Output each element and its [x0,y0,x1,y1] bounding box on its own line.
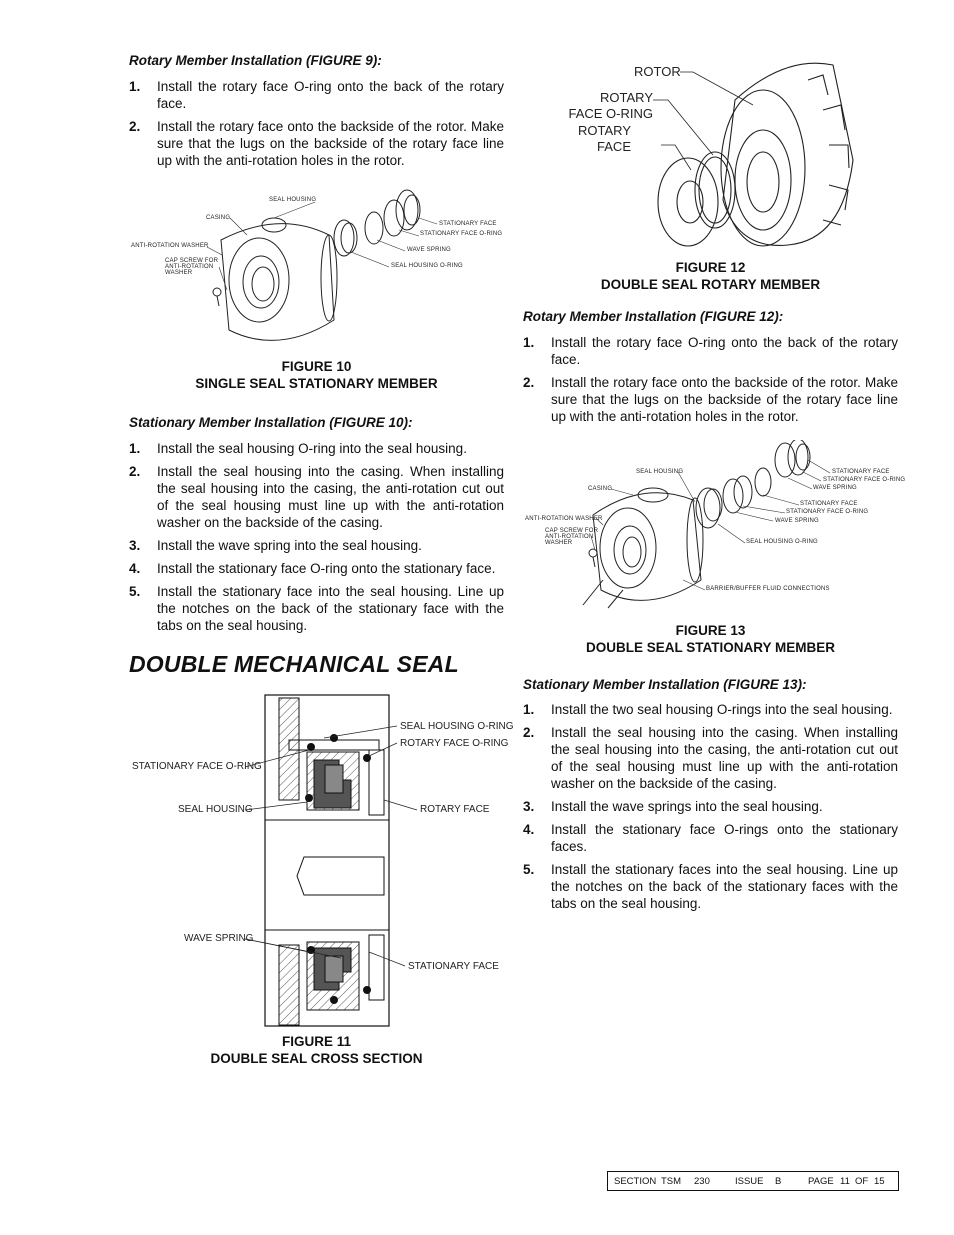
step: 4. Install the stationary face O-rings onto the stationary faces. [523,822,898,854]
fig12-label-rotary-face-oring: ROTARY FACE O-RING [568,90,653,121]
step: 2. Install the rotary face onto the backside of the rotor. Make sure that the lugs on the backside of the rotary face line up with the anti-rotation holes in the rotor. [523,375,898,424]
step: 3. Install the wave spring into the seal housing. [129,538,422,553]
fig13-label-cap-screw: CAP SCREW FOR [545,528,599,534]
figure-10-caption: FIGURE 10 SINGLE SEAL STATIONARY MEMBER [195,359,438,391]
rotary-member-steps-fig12 [523,334,898,431]
fig13-label-anti-rotation-washer: ANTI-ROTATION WASHER [525,516,603,522]
figure-12-drawing [523,50,898,255]
fig11-label-rotary-face-oring: ROTARY FACE O-RING [400,738,509,749]
figure-13-drawing [523,440,906,610]
footer-section-label: SECTION [614,1176,657,1187]
figure-10-drawing [129,180,509,350]
fig10-label-seal-housing-oring: SEAL HOUSING O-RING [391,263,463,269]
fig10-label-wave-spring: WAVE SPRING [407,247,451,253]
fig13-label-seal-housing-oring: SEAL HOUSING O-RING [746,539,818,545]
stationary-member-heading-fig10: Stationary Member Installation (FIGURE 10): [129,415,413,430]
figure-11-caption: FIGURE 11 DOUBLE SEAL CROSS SECTION [210,1034,423,1066]
footer-issue-value: B [775,1176,782,1187]
fig11-label-stationary-face-oring: STATIONARY FACE O-RING [132,761,262,772]
fig10-label-seal-housing: SEAL HOUSING [269,197,317,203]
fig10-label-stationary-face-oring: STATIONARY FACE O-RING [420,231,503,237]
step: 4. Install the stationary face O-ring onto the stationary face. [129,561,496,576]
figure-11-drawing [129,690,514,1030]
fig12-label-rotary-face: ROTARY FACE [578,123,631,154]
fig13-label-seal-housing: SEAL HOUSING [636,469,684,475]
footer-page-label: PAGE [808,1176,834,1187]
fig10-label-stationary-face: STATIONARY FACE [439,221,497,227]
step: 2. Install the seal housing into the casing. When installing the seal housing into the casing, the anti-rotation cut out of the seal housing must line up with the anti-rotation washer on the backside of the casing. [129,464,504,530]
footer-of-label: OF [855,1176,869,1187]
fig13-label-cap-screw: WASHER [545,540,573,546]
fig13-label-stationary-face-oring-b: STATIONARY FACE O-RING [786,509,869,515]
step: 1. Install the two seal housing O-rings into the seal housing. [523,702,893,717]
footer-page-total: 15 [874,1176,885,1187]
page-footer-box [607,1171,899,1191]
fig13-label-stationary-face-oring-a: STATIONARY FACE O-RING [823,477,906,483]
fig13-label-casing: CASING [588,486,613,492]
footer-issue-label: ISSUE [735,1176,764,1187]
step: 1. Install the rotary face O-ring onto the back of the rotary face. [523,335,898,367]
stationary-member-steps-fig10 [129,440,504,640]
figure-13-caption: FIGURE 13 DOUBLE SEAL STATIONARY MEMBER [585,623,835,655]
fig13-label-wave-spring-b: WAVE SPRING [775,518,819,524]
step: 3. Install the wave springs into the seal housing. [523,799,823,814]
fig11-label-seal-housing: SEAL HOUSING [178,804,253,815]
step: 2. Install the rotary face onto the backside of the rotor. Make sure that the lugs on the backside of the rotary face line up with the anti-rotation holes in the rotor. [129,119,504,168]
rotary-member-steps-fig9 [129,78,504,175]
step: 5. Install the stationary face into the seal housing. Line up the notches on the back of the stationary face with the tabs on the seal housing. [129,584,504,633]
fig10-label-cap-screw: CAP SCREW FOR [165,258,219,264]
section-title-double-mechanical-seal: DOUBLE MECHANICAL SEAL [129,651,459,677]
fig10-label-anti-rotation-washer: ANTI-ROTATION WASHER [131,243,209,249]
fig11-label-rotary-face: ROTARY FACE [420,804,490,815]
step: 2. Install the seal housing into the casing. When installing the seal housing into the casing, the anti-rotation cut out of the seal housing must line up with the anti-rotation washer on the backside of the casing. [523,725,898,791]
step: 1. Install the seal housing O-ring into the seal housing. [129,441,467,456]
stationary-member-steps-fig13 [523,701,898,918]
fig13-label-wave-spring-a: WAVE SPRING [813,485,857,491]
fig13-label-cap-screw: ANTI-ROTATION [545,534,594,540]
fig11-label-wave-spring: WAVE SPRING [184,933,254,944]
stationary-member-heading-fig13: Stationary Member Installation (FIGURE 13): [523,677,807,692]
fig12-label-rotor: ROTOR [634,64,681,79]
footer-page-number: 11 [840,1176,850,1187]
fig10-label-casing: CASING [206,215,231,221]
step: 5. Install the stationary faces into the seal housing. Line up the notches on the back of the stationary faces with the tabs on the seal housing. [523,862,898,911]
step: 1. Install the rotary face O-ring onto the back of the rotary face. [129,79,504,111]
fig13-label-barrier-fluid: BARRIER/BUFFER FLUID CONNECTIONS [706,586,830,592]
fig13-label-stationary-face-a: STATIONARY FACE [832,469,890,475]
fig11-label-seal-housing-oring: SEAL HOUSING O-RING [400,721,514,732]
footer-section-value: TSM [661,1176,682,1187]
rotary-member-heading-fig9: Rotary Member Installation (FIGURE 9): [129,53,382,68]
fig13-label-stationary-face-b: STATIONARY FACE [800,501,858,507]
rotary-member-heading-fig12: Rotary Member Installation (FIGURE 12): [523,309,784,324]
fig10-label-cap-screw: ANTI-ROTATION [165,264,214,270]
figure-12-caption: FIGURE 12 DOUBLE SEAL ROTARY MEMBER [600,260,821,292]
fig11-label-stationary-face: STATIONARY FACE [408,961,499,972]
fig10-label-cap-screw: WASHER [165,270,193,276]
footer-section-number: 230 [694,1176,710,1187]
